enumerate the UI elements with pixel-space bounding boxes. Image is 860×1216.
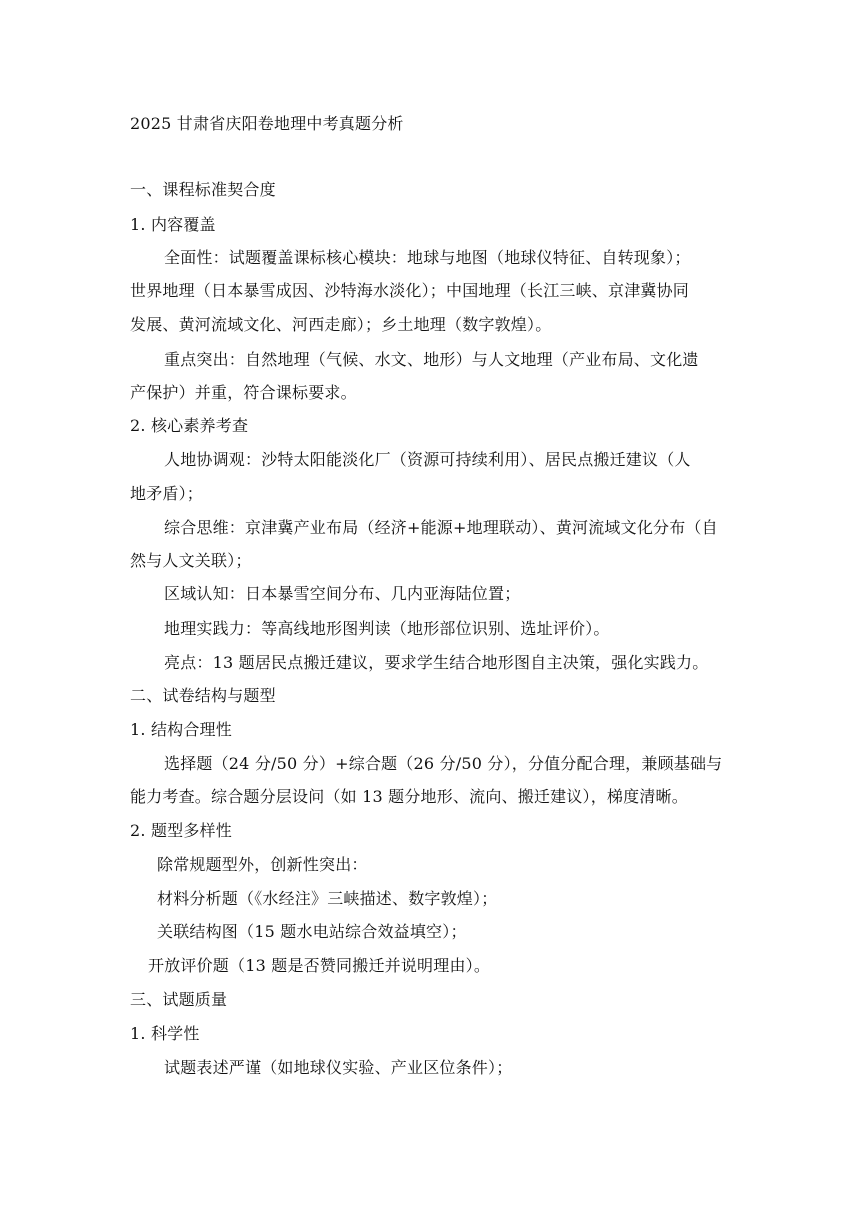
subheading-1-2: 2. 核心素养考查: [130, 416, 249, 435]
subheading-2-2: 2. 题型多样性: [130, 821, 232, 840]
paragraph-line: 地理实践力：等高线地形图判读（地形部位识别、选址评价）。: [164, 619, 610, 638]
paragraph-line: 人地协调观：沙特太阳能淡化厂（资源可持续利用）、居民点搬迁建议（人: [164, 450, 691, 469]
paragraph-line: 材料分析题（《水经注》三峡描述、数字敦煌）；: [157, 889, 498, 908]
paragraph-line: 世界地理（日本暴雪成因、沙特海水淡化）；中国地理（长江三峡、京津冀协同: [130, 281, 690, 300]
paragraph-line: 试题表述严谨（如地球仪实验、产业区位条件）；: [164, 1058, 513, 1077]
paragraph-line: 全面性：试题覆盖课标核心模块：地球与地图（地球仪特征、自转现象）；: [164, 248, 691, 267]
paragraph-line: 重点突出：自然地理（气候、水文、地形）与人文地理（产业布局、文化遗: [164, 350, 699, 369]
paragraph-line: 能力考查。综合题分层设问（如 13 题分地形、流向、搬迁建议），梯度清晰。: [130, 787, 688, 806]
paragraph-line: 然与人文关联）；: [130, 551, 252, 570]
subheading-3-1: 1. 科学性: [130, 1024, 200, 1043]
paragraph-line: 关联结构图（15 题水电站综合效益填空）；: [157, 922, 467, 941]
document-title: 2025 甘肃省庆阳卷地理中考真题分析: [130, 114, 404, 133]
paragraph-line: 开放评价题（13 题是否赞同搬迁并说明理由）。: [148, 956, 491, 975]
subheading-1-1: 1. 内容覆盖: [130, 215, 216, 234]
paragraph-line: 产保护）并重，符合课标要求。: [130, 383, 357, 402]
section-heading-3: 三、试题质量: [130, 990, 228, 1009]
subheading-2-1: 1. 结构合理性: [130, 720, 232, 739]
section-heading-1: 一、课程标准契合度: [130, 180, 276, 199]
paragraph-line: 综合思维：京津冀产业布局（经济+能源+地理联动）、黄河流域文化分布（自: [164, 518, 718, 537]
paragraph-line: 亮点：13 题居民点搬迁建议，要求学生结合地形图自主决策，强化实践力。: [164, 653, 709, 672]
paragraph-line: 除常规题型外，创新性突出：: [157, 855, 368, 874]
paragraph-line: 发展、黄河流域文化、河西走廊）；乡土地理（数字敦煌）。: [130, 315, 552, 334]
paragraph-line: 选择题（24 分/50 分）+综合题（26 分/50 分），分值分配合理，兼顾基础与: [164, 754, 723, 773]
section-heading-2: 二、试卷结构与题型: [130, 686, 276, 705]
paragraph-line: 区域认知：日本暴雪空间分布、几内亚海陆位置；: [164, 584, 521, 603]
paragraph-line: 地矛盾）；: [130, 484, 204, 503]
